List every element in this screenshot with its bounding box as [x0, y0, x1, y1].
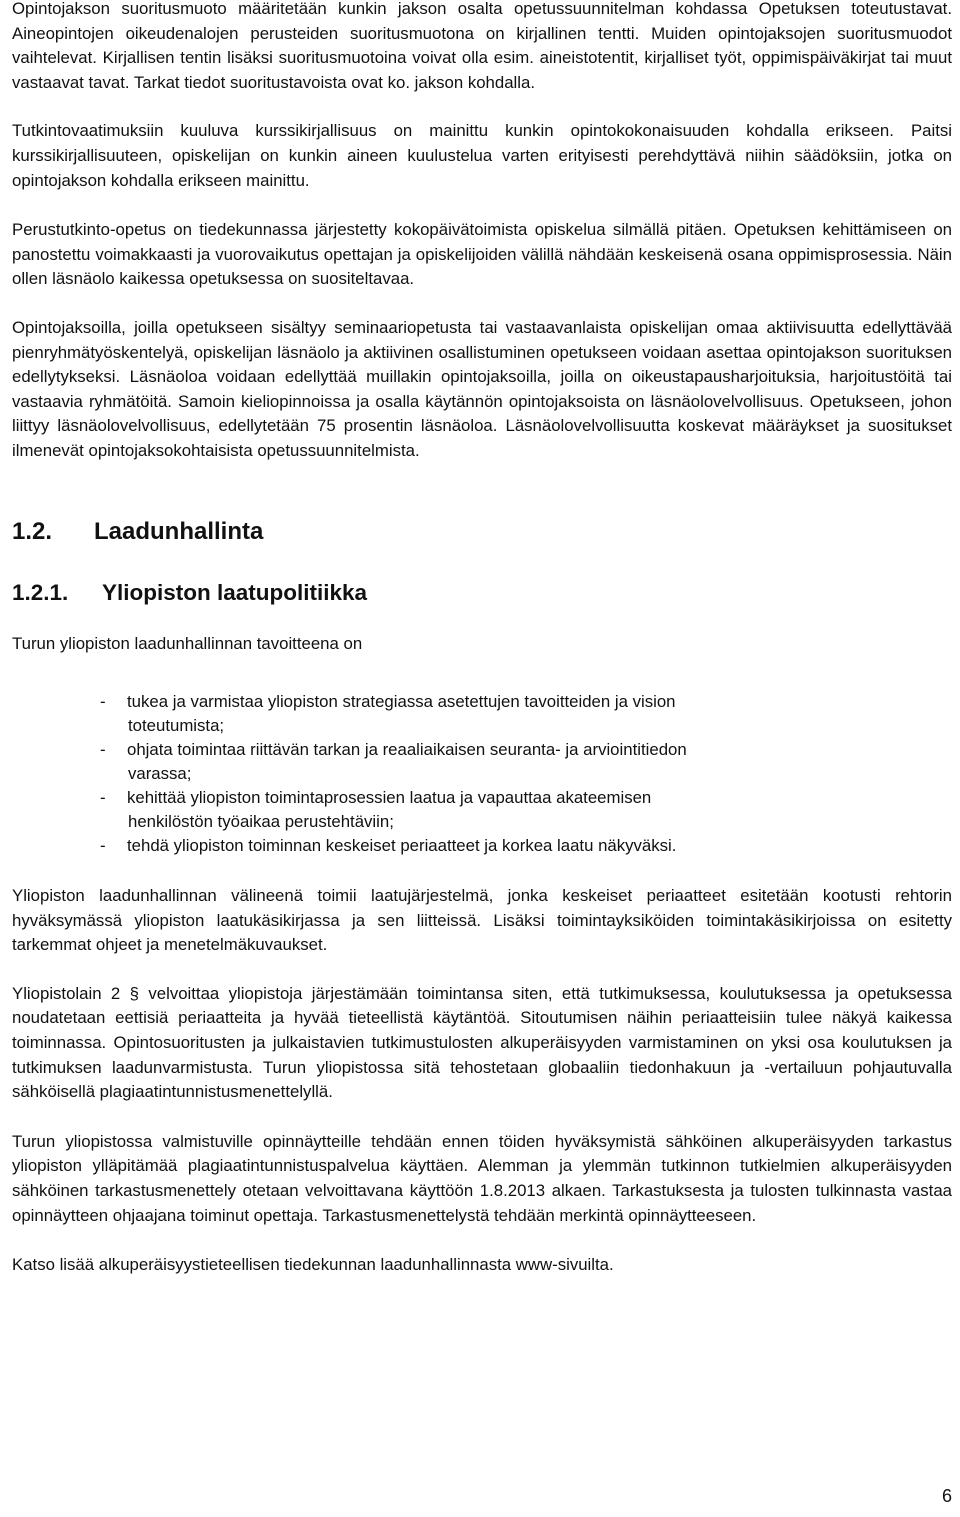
- list-item: [100, 738, 860, 786]
- paragraph-kurssikirjallisuus: Tutkintovaatimuksiin kuuluva kurssikirjallisuus on mainittu kunkin opintokokonaisuuden kohdalla erikseen. Paitsi kurssikirjallisuuteen, opiskelijan on kunkin aineen kuulustelua varten erityisesti perehdyttävä niihin säädöksiin, jotka on opintojakson kohdalla erikseen mainittu.: [12, 121, 952, 190]
- list-item-line: ohjata toimintaa riittävän tarkan ja reaaliaikaisen seuranta- ja arviointitiedon: [127, 740, 687, 760]
- paragraph-lasnaolo: Opintojaksoilla, joilla opetukseen sisältyy seminaariopetusta tai vastaavanlaista opiskelijan omaa aktiivisuutta edellyttävää pienryhmätyöskentelyä, opiskelijan läsnäolo ja aktiivinen osallistuminen opetukseen voidaan asettaa opintojakson suorituksen edellytykseksi. Läsnäoloa voidaan edellyttää muillakin opintojaksoilla, joilla on oikeustapausharjoituksia, harjoitustöitä tai vastaavia ryhmätöitä. Samoin kieliopinnoissa ja osalla käytännön opintojaksoista on läsnäolovelvollisuus. Opetukseen, johon liittyy läsnäolovelvollisuus, edellytetään 75 prosentin läsnäoloa. Läsnäolovelvollisuutta koskevat määräykset ja suositukset ilmenevät opintojaksokohtaisista opetussuunnitelmista.: [12, 317, 952, 460]
- list-item-continuation: henkilöstön työaikaa perustehtäviin;: [128, 812, 394, 832]
- page-number: 6: [941, 1486, 952, 1506]
- section-heading-laadunhallinta: [12, 517, 952, 547]
- dash-marker: -: [100, 740, 106, 760]
- section-number: 1.2.: [12, 517, 53, 545]
- list-item-line: kehittää yliopiston toimintaprosessien laatua ja vapauttaa akateemisen: [127, 788, 652, 808]
- paragraph-alkuperaisyystarkastus: Turun yliopistossa valmistuville opinnäytteille tehdään ennen töiden hyväksymistä sähköinen alkuperäisyyden tarkastus yliopiston ylläpitämää plagiaatintunnistuspalvelua käyttäen. Alemman ja ylemmän tutkinnon tutkielmien alkuperäisyyden sähköinen tarkastusmenettely otetaan velvoittavana käyttöön 1.8.2013 alkaen. Tarkastuksesta ja tulosten tulkinnasta vastaa opinnäytteen ohjaajana toiminut opettaja. Tarkastusmenettelystä tehdään merkintä opinnäytteeseen.: [12, 1131, 952, 1225]
- paragraph-perustutkinto-opetus: Perustutkinto-opetus on tiedekunnassa järjestetty kokopäivätoimista opiskelua silmällä pitäen. Opetuksen kehittämiseen on panostettu voimakkaasti ja vuorovaikutus opettajan ja opiskelijoiden välillä nähdään keskeisenä osana oppimisprosessia. Näin ollen läsnäolo kaikessa opetuksessa on suositeltavaa.: [12, 220, 952, 289]
- list-item: [100, 834, 860, 858]
- document-page: [12, 0, 952, 1278]
- subsection-number: 1.2.1.: [12, 579, 69, 605]
- dash-marker: -: [100, 836, 106, 856]
- subsection-title: Yliopiston laatupolitiikka: [102, 579, 368, 605]
- list-intro: Turun yliopiston laadunhallinnan tavoitteena on: [12, 633, 363, 653]
- paragraph-laatujarjestelma: Yliopiston laadunhallinnan välineenä toimii laatujärjestelmä, jonka keskeiset periaatteet esitetään kootusti rehtorin hyväksymässä yliopiston laatukäsikirjassa ja sen liitteissä. Lisäksi toimintayksiköiden toimintakäsikirjoissa on esitetty tarkemmat ohjeet ja menetelmäkuvaukset.: [12, 886, 952, 955]
- goal-list: [100, 690, 860, 858]
- paragraph-suoritusmuoto: Opintojakson suoritusmuoto määritetään kunkin jakson osalta opetussuunnitelman kohdassa Opetuksen toteutustavat. Aineopintojen oikeudenalojen perusteiden suoritusmuotona on kirjallinen tentti. Muiden opintojaksojen suoritusmuodot vaihtelevat. Kirjallisen tentin lisäksi suoritusmuotoina voivat olla esim. aineistotentit, kirjalliset työt, oppimispäiväkirjat tai muut vastaavat tavat. Tarkat tiedot suoritustavoista ovat ko. jakson kohdalla.: [12, 0, 952, 92]
- list-item-line: tukea ja varmistaa yliopiston strategiassa asetettujen tavoitteiden ja vision: [127, 692, 676, 712]
- list-item: [100, 690, 860, 738]
- list-item-continuation: toteutumista;: [128, 716, 225, 736]
- paragraph-katso-lisaa: Katso lisää alkuperäisyystieteellisen tiedekunnan laadunhallinnasta www-sivuilta.: [12, 1255, 614, 1275]
- dash-marker: -: [100, 788, 106, 808]
- paragraph-yliopistolaki: Yliopistolain 2 § velvoittaa yliopistoja järjestämään toimintansa siten, että tutkimuksessa, koulutuksessa ja opetuksessa noudatetaan eettisiä periaatteita ja hyvää tieteellistä käytäntöä. Sitoutumisen näihin periaatteisiin tulee näkyä kaikessa toiminnassa. Opintosuoritusten ja julkaistavien tutkimustulosten alkuperäisyyden varmistaminen on yksi osa koulutuksen ja tutkimuksen laadunvarmistusta. Turun yliopistossa sitä tehostetaan globaaliin tiedonhakuun ja -vertailuun pohjautuvalla sähköisellä plagiaatintunnistusmenettelyllä.: [12, 983, 952, 1102]
- subsection-heading-laatupolitiikka: [12, 578, 952, 608]
- list-item: [100, 786, 860, 834]
- list-item-line: tehdä yliopiston toiminnan keskeiset periaatteet ja korkea laatu näkyväksi.: [127, 836, 677, 856]
- dash-marker: -: [100, 692, 106, 712]
- list-item-continuation: varassa;: [128, 764, 192, 784]
- section-title: Laadunhallinta: [94, 517, 264, 545]
